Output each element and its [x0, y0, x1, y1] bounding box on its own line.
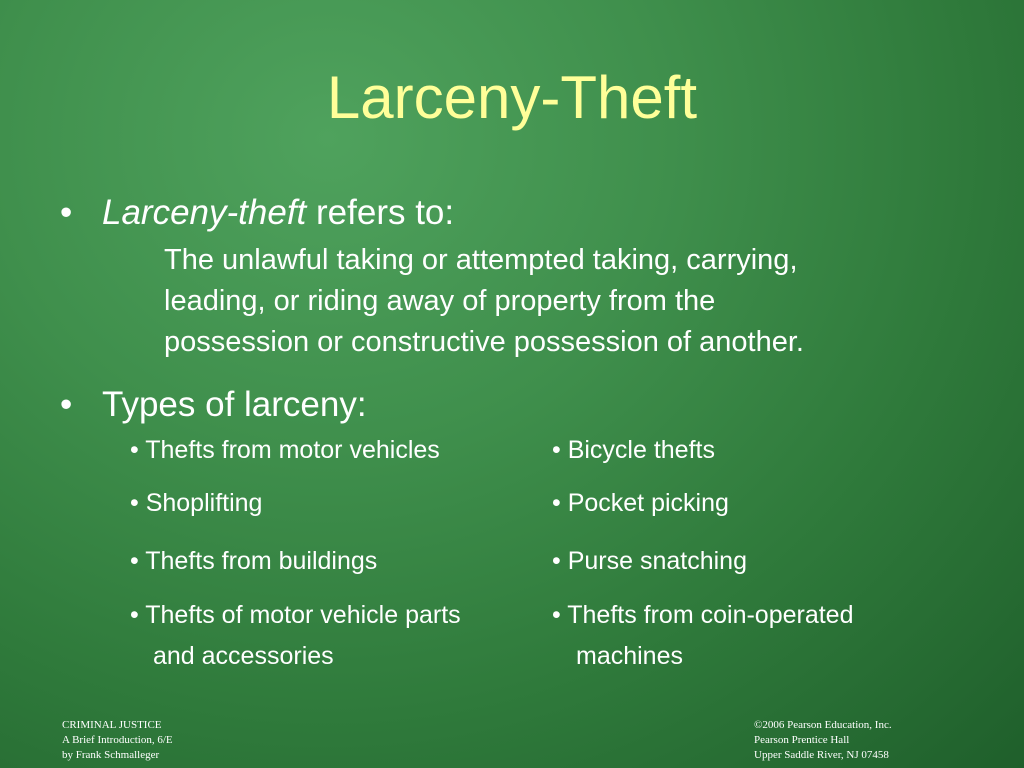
definition-line: leading, or riding away of property from the: [164, 285, 716, 317]
type-item-shoplifting: • Shoplifting: [130, 489, 263, 517]
type-item-coin-machines-continued: machines: [576, 642, 683, 670]
defined-term: Larceny-theft: [102, 193, 307, 232]
definition-line: possession or constructive possession of another.: [164, 326, 804, 358]
type-item-coin-machines: • Thefts from coin-operated: [552, 601, 854, 629]
footer-book-info: [62, 718, 173, 763]
type-item-motor-vehicles: • Thefts from motor vehicles: [130, 436, 440, 464]
type-item-buildings: • Thefts from buildings: [130, 547, 378, 575]
type-item-bicycle: • Bicycle thefts: [552, 436, 715, 464]
footer-line: Pearson Prentice Hall: [754, 734, 850, 746]
footer-line: ©2006 Pearson Education, Inc.: [754, 719, 892, 731]
types-label: Types of larceny:: [102, 385, 367, 424]
definition-lead: refers to:: [306, 193, 455, 232]
definition-line: The unlawful taking or attempted taking, carrying,: [164, 244, 798, 276]
type-item-purse-snatching: • Purse snatching: [552, 547, 747, 575]
type-item-vehicle-parts: • Thefts of motor vehicle parts: [130, 601, 461, 629]
footer-line: Upper Saddle River, NJ 07458: [754, 749, 889, 761]
type-item-vehicle-parts-continued: and accessories: [153, 642, 334, 670]
footer-line: by Frank Schmalleger: [62, 749, 160, 761]
footer-line: CRIMINAL JUSTICE: [62, 719, 162, 731]
footer-line: A Brief Introduction, 6/E: [62, 734, 173, 746]
bullet-marker: •: [60, 385, 73, 424]
type-item-pocket-picking: • Pocket picking: [552, 489, 729, 517]
bullet-marker: •: [60, 193, 73, 232]
slide-title: Larceny-Theft: [326, 64, 698, 131]
footer-copyright: [754, 718, 892, 763]
